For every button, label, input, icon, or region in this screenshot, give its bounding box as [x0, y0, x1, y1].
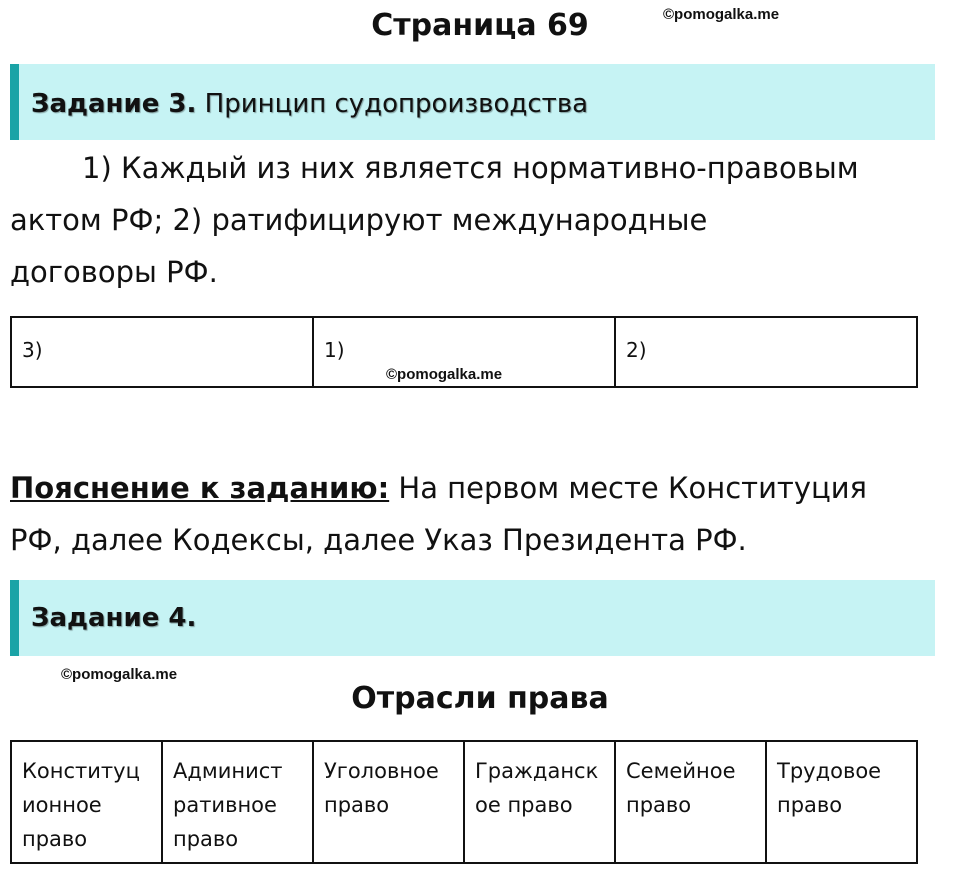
- law-branch-cell: Семейное право: [615, 741, 766, 863]
- watermark: ©pomogalka.me: [663, 6, 780, 23]
- explanation-label: Пояснение к заданию:: [10, 471, 390, 505]
- law-branch-cell: Уголовное право: [313, 741, 464, 863]
- order-cell: 2): [615, 317, 917, 387]
- law-branches-table: [10, 740, 918, 864]
- law-branch-cell: Админист ративное право: [162, 741, 313, 863]
- explanation-text: На первом месте Конституция: [389, 471, 868, 505]
- task-3-label: [31, 88, 588, 120]
- order-cell: 3): [11, 317, 313, 387]
- law-branch-cell: Трудовое право: [766, 741, 917, 863]
- answer-line: актом РФ; 2) ратифицируют международные: [10, 203, 708, 237]
- answer-line: договоры РФ.: [10, 255, 218, 289]
- watermark: ©pomogalka.me: [61, 666, 178, 683]
- task-3-answer: [10, 142, 950, 298]
- law-branch-cell: Гражданск ое право: [464, 741, 615, 863]
- explanation: [10, 462, 950, 566]
- law-branches-heading: Отрасли права: [351, 681, 609, 716]
- task-4-label: Задание 4.: [31, 603, 197, 633]
- task-4-header: [10, 580, 935, 656]
- answer-line: 1) Каждый из них является нормативно-правовым: [82, 151, 859, 185]
- task-3-title: Принцип судопроизводства: [204, 89, 589, 119]
- order-cell: 1): [313, 317, 615, 387]
- task-3-number: Задание 3.: [31, 89, 197, 119]
- law-branch-cell: Конституц ионное право: [11, 741, 162, 863]
- explanation-text: РФ, далее Кодексы, далее Указ Президента РФ.: [10, 523, 747, 557]
- watermark: ©pomogalka.me: [386, 366, 503, 383]
- page-title: Страница 69: [371, 8, 589, 43]
- task-3-header: [10, 64, 935, 140]
